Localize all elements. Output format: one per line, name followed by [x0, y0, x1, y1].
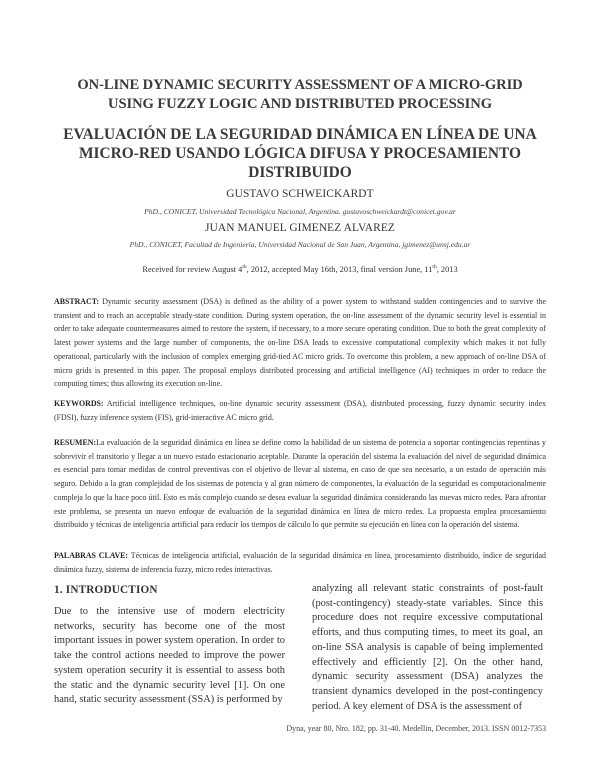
received-end: , 2013 — [436, 264, 458, 274]
abstract — [54, 295, 546, 391]
received-sup-2: th — [432, 264, 437, 270]
title-english-line2: USING FUZZY LOGIC AND DISTRIBUTED PROCESSING — [108, 96, 492, 112]
section-1-heading: 1. INTRODUCTION — [54, 584, 158, 596]
intro-left-column: Due to the intensive use of modern electricity networks, security has become one of the most important issues in power system operation. In order to take the control actions needed to improve the power system operation security it is essential to assess both the static and the dynamic security level [1]. On one hand, static security assessment (SSA) is performed by — [54, 606, 285, 706]
title-english — [40, 76, 560, 114]
received-sup-1: th — [242, 264, 247, 270]
keywords-text: Artificial intelligence techniques, on-line dynamic security assessment (DSA), distributed processing, fuzzy dynamic security index (FDSI), fuzzy inference system (FIS), grid-interactive AC micro grid. — [54, 399, 546, 422]
keywords — [54, 397, 546, 424]
received-prefix: Received for review August 4 — [142, 264, 243, 274]
intro-right-column: analyzing all relevant static constraints of post-fault (post-contingency) steady-state variables. Since this procedure does not require excessive computational efforts, and thus computing times, to meet its goal, an on-line SSA analysis is capable of being implemented effectively and efficiently [2]. On the other hand, dynamic security assessment (DSA) analyzes the transient dynamics developed in the post-contingency period. A key element of DSA is the assessment of — [312, 583, 543, 712]
author-1-name: GUSTAVO SCHWEICKARDT — [226, 188, 374, 200]
title-english-line1: ON-LINE DYNAMIC SECURITY ASSESSMENT OF A MICRO-GRID — [77, 77, 523, 93]
title-spanish-line3: DISTRIBUIDO — [248, 164, 352, 181]
palabras-clave-text: Técnicas de inteligencia artificial, evaluación de la seguridad dinámica en línea, procesamiento distribuido, índice de seguridad dinámica fuzzy, sistema de inferencia fuzzy, micro redes interactivas. — [54, 551, 546, 574]
title-spanish-line2: MICRO-RED USANDO LÓGICA DIFUSA Y PROCESAMIENTO — [79, 145, 521, 162]
resumen-text: La evaluación de la seguridad dinámica en línea se define como la habilidad de un sistema de potencia a soportar contingencias repentinas y sobrevivir el transitorio y llegar a un nuevo estado estacionario aceptable. Durante la operación del sistema la evaluación del nivel de seguridad dinámica es esencial para tomar medidas de control preventivas con el objetivo de llevar al sistema, en caso de que sea necesario, a un estado de operación más seguro. Debido a la gran complejidad de los sistemas de potencia y al gran número de componentes, la evaluación de la seguridad es computacionalmente compleja lo que la hace poco útil. Esto es más complejo cuando se desea evaluar la seguridad dinámica considerando las nuevas micro redes. Para afrontar este problema, se presenta un nuevo enfoque de evaluación de la seguridad dinámica en línea de micro redes. La propuesta emplea procesamiento distribuido y técnicas de inteligencia artificial para reducir los tiempos de cálculo lo que permite su ejecución en línea con la operación del sistema. — [54, 438, 546, 530]
author-1-affiliation: PhD., CONICET, Universidad Tecnológica Nacional, Argentina. gustavoschweickardt@conicet.gov.ar — [144, 207, 456, 216]
received-dates — [40, 264, 560, 274]
title-spanish-line1: EVALUACIÓN DE LA SEGURIDAD DINÁMICA EN LÍNEA DE UNA — [63, 126, 537, 143]
abstract-text: Dynamic security assessment (DSA) is defined as the ability of a power system to withstand sudden contingencies and to survive the transient and to reach an acceptable steady-state condition. During system operation, the on-line assessment of the dynamic security level is essential in order to take adequate countermeasures aimed to restore the system, if necessary, to a more secure operating condition. Due to both the great complexity of latest power systems and the large number of components, the on-line DSA leads to excessive computational complexity which makes it not fully operational, particularly with the inclusion of complex emerging grid-tied AC micro grids. To overcome this problem, a new approach of on-line DSA of micro grids is presented in this paper. The proposal employs distributed processing and artificial intelligence (AI) techniques in order to reduce the computing times; thus allowing its execution on-line. — [54, 297, 546, 389]
keywords-label: KEYWORDS: — [54, 399, 104, 408]
resumen — [54, 436, 546, 532]
palabras-clave — [54, 549, 546, 576]
author-2-name: JUAN MANUEL GIMENEZ ALVAREZ — [205, 222, 395, 234]
abstract-label: ABSTRACT: — [54, 297, 100, 306]
palabras-clave-label: PALABRAS CLAVE: — [54, 551, 129, 560]
page-footer: Dyna, year 80, Nro. 182, pp. 31-40. Medellin, December, 2013. ISSN 0012-7353 — [286, 724, 546, 733]
received-middle: , 2012, accepted May 16th, 2013, final version June, 11 — [246, 264, 433, 274]
title-spanish — [40, 125, 560, 182]
author-2-affiliation: PhD., CONICET, Facultad de Ingeniería, Universidad Nacional de San Juan, Argentina, jgimenez@unsj.edu.ar — [129, 240, 471, 249]
resumen-label: RESUMEN: — [54, 438, 97, 447]
